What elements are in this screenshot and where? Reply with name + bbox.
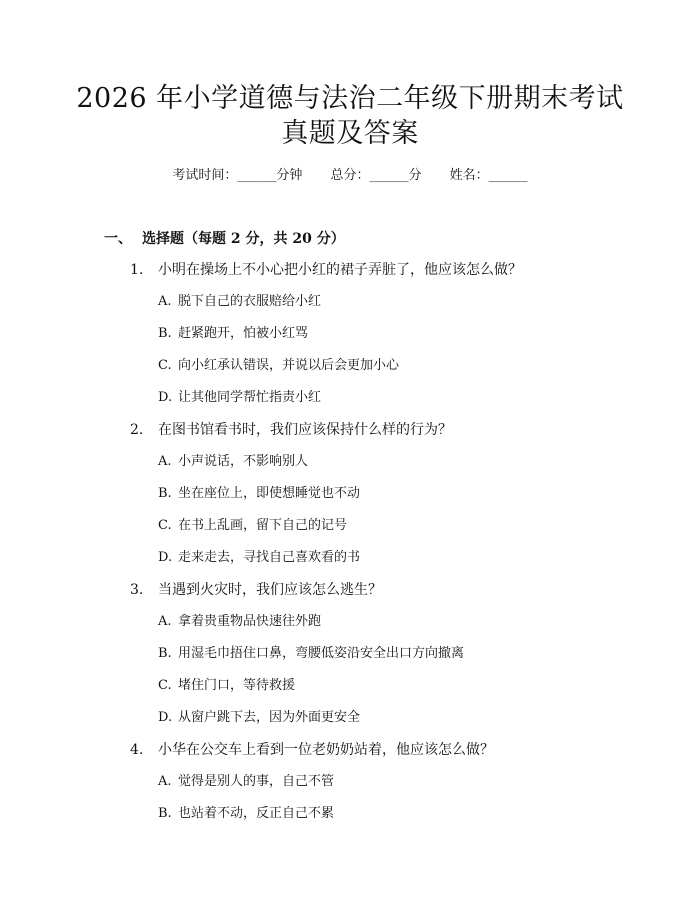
option-text: 堵住门口，等待救援 [178, 678, 296, 693]
question-2-option-a [158, 452, 308, 472]
question-1-option-a [158, 292, 321, 312]
total-score-label: 总分： [330, 168, 370, 183]
question-number: 3. [130, 582, 144, 598]
option-text: 拿着贵重物品快速往外跑 [178, 614, 322, 629]
question-3-option-a [158, 612, 321, 632]
question-3-option-b [158, 644, 464, 664]
option-letter: A. [158, 294, 172, 309]
question-1 [130, 260, 522, 280]
student-name-blank: ______ [488, 168, 528, 183]
question-1-option-c [158, 356, 399, 376]
option-text: 小声说话，不影响别人 [178, 454, 309, 469]
option-letter: D. [158, 550, 173, 565]
document-title-line1: 2026 年小学道德与法治二年级下册期末考试 [76, 83, 624, 114]
section-number: 一、 [104, 231, 132, 247]
question-3-option-d [158, 708, 360, 728]
option-letter: B. [158, 326, 172, 341]
option-letter: A. [158, 454, 172, 469]
total-score-field [330, 166, 421, 186]
section-heading [104, 229, 345, 249]
question-number: 4. [130, 742, 144, 758]
question-2-option-d [158, 548, 360, 568]
option-text: 走来走去，寻找自己喜欢看的书 [178, 550, 361, 565]
option-text: 让其他同学帮忙指责小红 [178, 390, 322, 405]
question-number: 1. [130, 262, 144, 278]
question-3-option-c [158, 676, 295, 696]
option-text: 觉得是别人的事，自己不管 [178, 774, 335, 789]
question-4-option-a [158, 772, 334, 792]
exam-time-unit: 分钟 [276, 168, 303, 183]
question-2 [130, 420, 452, 440]
question-text: 在图书馆看书时，我们应该保持什么样的行为？ [158, 422, 452, 438]
option-letter: B. [158, 646, 172, 661]
question-3 [130, 580, 382, 600]
option-letter: B. [158, 806, 172, 821]
option-letter: C. [158, 358, 172, 373]
question-1-option-d [158, 388, 321, 408]
option-letter: B. [158, 486, 172, 501]
question-4 [130, 740, 494, 760]
exam-info-row [0, 166, 700, 186]
question-2-option-c [158, 516, 347, 536]
option-text: 脱下自己的衣服赔给小红 [178, 294, 322, 309]
question-2-option-b [158, 484, 360, 504]
option-text: 也站着不动，反正自己不累 [178, 806, 335, 821]
exam-time-blank: ______ [237, 168, 277, 183]
student-name-label: 姓名： [449, 168, 489, 183]
question-text: 小明在操场上不小心把小红的裙子弄脏了，他应该怎么做？ [158, 262, 522, 278]
option-text: 赶紧跑开，怕被小红骂 [178, 326, 309, 341]
option-letter: D. [158, 710, 173, 725]
section-title: 选择题（每题 2 分，共 20 分） [142, 231, 345, 247]
document-title-line2: 真题及答案 [281, 118, 419, 149]
option-letter: C. [158, 678, 172, 693]
option-letter: A. [158, 614, 172, 629]
question-text: 当遇到火灾时，我们应该怎么逃生？ [158, 582, 382, 598]
question-4-option-b [158, 804, 334, 824]
student-name-field [450, 166, 528, 186]
total-score-unit: 分 [408, 168, 422, 183]
option-text: 在书上乱画，留下自己的记号 [178, 518, 348, 533]
option-letter: D. [158, 390, 173, 405]
option-text: 向小红承认错误，并说以后会更加小心 [178, 358, 400, 373]
option-text: 用湿毛巾捂住口鼻，弯腰低姿沿安全出口方向撤离 [178, 646, 465, 661]
question-text: 小华在公交车上看到一位老奶奶站着，他应该怎么做？ [158, 742, 494, 758]
question-1-option-b [158, 324, 308, 344]
exam-time-field [172, 166, 302, 186]
question-number: 2. [130, 422, 144, 438]
option-letter: C. [158, 518, 172, 533]
exam-time-label: 考试时间： [172, 168, 238, 183]
total-score-blank: ______ [369, 168, 409, 183]
option-text: 从窗户跳下去，因为外面更安全 [178, 710, 361, 725]
option-letter: A. [158, 774, 172, 789]
option-text: 坐在座位上，即使想睡觉也不动 [178, 486, 361, 501]
